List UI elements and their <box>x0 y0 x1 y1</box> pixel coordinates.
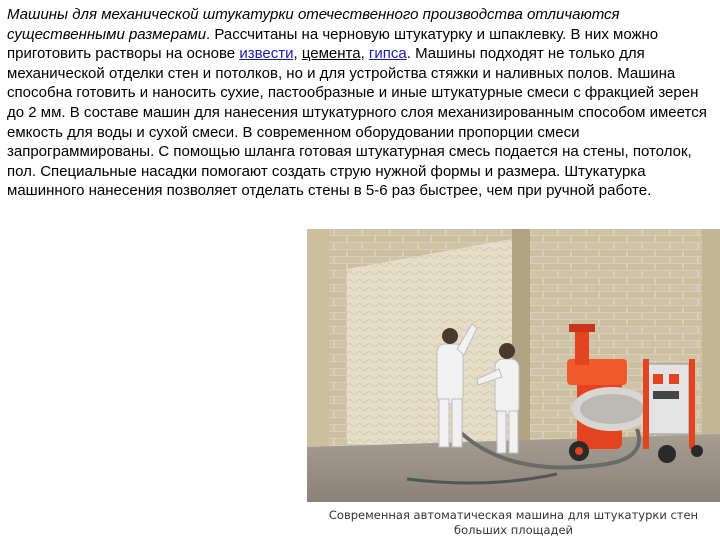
article-paragraph <box>7 5 713 201</box>
photo-caption: Современная автоматическая машина для штукатурки стен больших площадей <box>328 508 699 537</box>
separator: , <box>293 45 302 63</box>
link-lime[interactable]: извести <box>239 45 294 63</box>
body-text: . Машины подходят не только для механической отделки стен и потолков, но и для устройства стяжки и наливных полов. Машина способна готовить и наносить сухие, пастообразные и иные штукатурные смеси с фракцией зерен до 2 мм. В составе машин для нанесения штукатурного слоя механизированным способом имеется емкость для воды и сухой смеси. В современном оборудовании пропорции смеси запрограммированы. С помощью шланга готовая штукатурная смесь подается на стены, потолок, пол. Специальные насадки помогают создать струю нужной формы и размера. Штукатурка машинного нанесения позволяет отделать стены в 5-6 раз быстрее, чем при ручной работе. <box>7 45 707 200</box>
plastering-machine-photo <box>307 229 720 502</box>
intro-italic: Машины для механической штукатурки отечественного производства отличаются существенными размерами <box>7 6 620 43</box>
link-gypsum[interactable]: гипса <box>368 45 407 63</box>
separator: , <box>360 45 369 63</box>
intro-text: . Рассчитаны на черновую штукатурку и шпаклевку. В них можно приготовить растворы на основе <box>7 25 659 63</box>
link-cement[interactable]: цемента <box>301 45 361 63</box>
